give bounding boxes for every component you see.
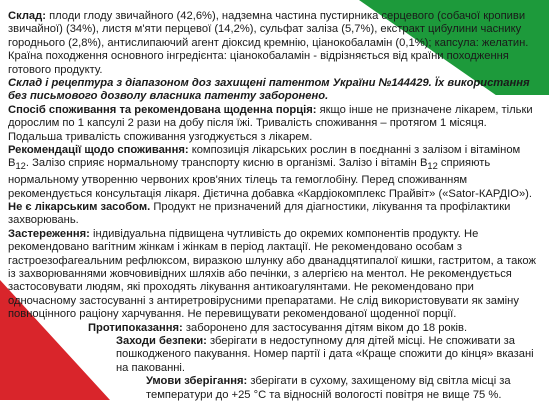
usage-paragraph — [8, 104, 544, 144]
safety-text: зберігати в недоступному для дітей місці. Не споживати за пошкодженого пакування. Номер партії і дата «Краще спожити до кінця» вказані на пакованні. — [116, 334, 534, 374]
not-medicine-label: Не є лікарським засобом. — [8, 200, 151, 213]
usage-text: якщо інше не призначене лікарем, тільки дорослим по 1 капсулі 2 рази на добу після їжі. Тривалість споживання – протягом 1 місяця. Подальша тривалість споживання узгоджується з лікарем. — [8, 103, 533, 143]
warnings-label: Застереження: — [8, 227, 90, 240]
recommendations-text-mid: . Залізо сприяє нормальному транспорту кисню в організмі. Залізо і вітамін B — [25, 157, 428, 170]
safety-label: Заходи безпеки: — [116, 334, 207, 347]
vitamin-subscript-1: 12 — [15, 161, 26, 172]
patent-notice: Склад і рецептура з діапазоном доз захищені патентом України №144429. Їх використання без письмового дозволу власника патенту заборонено. — [8, 77, 530, 103]
warnings-paragraph — [8, 228, 544, 322]
contraindications-text: заборонено для застосування дітям віком до 18 років. — [185, 321, 468, 334]
composition-text: плоди глоду звичайного (42,6%), надземна частина пустирника серцевого (собачої кропиви звичайної) (34%), листя м'яти перцевої (14,2%), сульфат заліза (5,7%), екстракт цибулини часнику городнього (2,8%), антислипаючий агент діоксид кремнію, ціанокобаламін (0,1%); капсула: желатин. Країна походження основного інгредієнта: ціанокобаламін - відрізняється від країни походження готового продукту. — [8, 10, 529, 76]
composition-paragraph — [8, 10, 544, 77]
warnings-text: індивідуальна підвищена чутливість до окремих компонентів продукту. Не рекомендовано вагітним жінкам і жінкам в період лактації. Не рекомендовано особам з гастроезофагеальним рефлюксом, виразкою шлунку або дванадцятипалої кишки, гастритом, а також із захворюваннями жовчовивідних шляхів або печінки, з алергією на ментол. Не рекомендується застосовувати людям, які проходять лікування антикоагулянтами. Не рекомендовано при одночасному застосуванні з антиретровірусними препаратами. Не слід використовувати як заміну повноцінного раціону харчування. Не перевищувати рекомендованої щоденної порції. — [8, 227, 536, 321]
recommendations-text-after: сприяють нормальному утворенню червоних кров'яних тілець та гемоглобіну. Перед споживанням рекомендується консультація лікаря. Дієтична добавка «Кардіокомплекс Прайвіт» («Sator-КАРДІО»). — [8, 157, 532, 200]
storage-label: Умови зберігання: — [146, 375, 248, 388]
storage-paragraph — [8, 375, 544, 402]
recommendations-paragraph — [8, 144, 544, 201]
contraindications-label: Протипоказання: — [88, 321, 183, 334]
recommendations-text-before: композиція лікарських рослин в поєднанні з залізом і вітаміном B — [8, 144, 521, 170]
storage-text: зберігати в сухому, захищеному від світла місці за температури до +25 °C та відносній вологості повітря не вище 75 %. — [146, 375, 511, 401]
composition-label: Склад: — [8, 10, 46, 22]
not-medicine-paragraph — [8, 201, 544, 228]
usage-label: Спосіб споживання та рекомендована щоденна порція: — [8, 103, 317, 116]
contraindications-paragraph — [8, 322, 544, 335]
recommendations-label: Рекомендації щодо споживання: — [8, 144, 189, 157]
not-medicine-text: Продукт не призначений для діагностики, лікування та профілактики захворювань. — [8, 200, 511, 227]
label-text-block — [8, 10, 544, 402]
safety-paragraph — [8, 335, 544, 375]
vitamin-subscript-2: 12 — [427, 161, 438, 172]
